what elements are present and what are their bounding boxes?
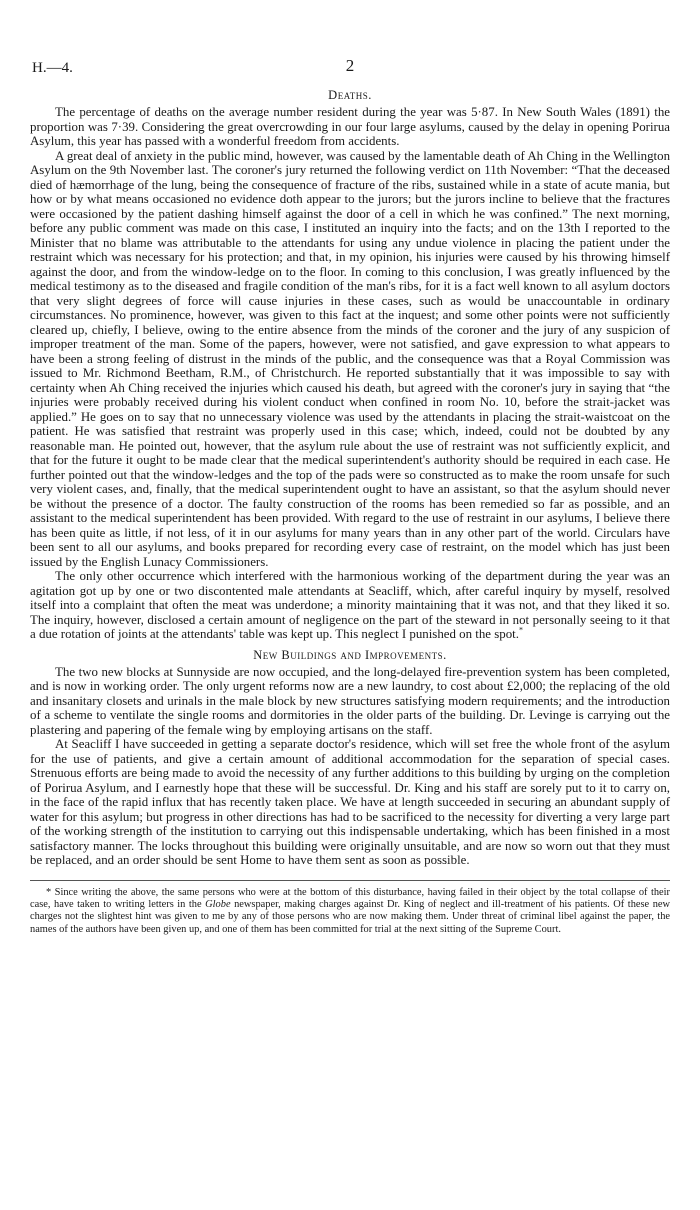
paragraph-text: The only other occurrence which interfered with the harmonious working of the department during the year was an agitation got up by one or two discontented male attendants at Seacliff, which, after careful inquiry by myself, resolved itself into a complaint that often the meat was underdone; a minority maintaining that it was not, and that they liked it so. The inquiry, however, disclosed a certain amount of negligence on the part of the steward in not personally seeing to it that a due rotation of joints at the attendants' table was kept up. This neglect I punished on the spot. <box>30 569 670 641</box>
page-header <box>30 52 670 82</box>
footnote-reference: * <box>518 625 523 635</box>
footnote <box>30 887 670 937</box>
footnote-text-continued: newspaper, making charges against Dr. King of neglect and ill-treatment of his patients. Of these new charges not the slightest hint was given to me by any of those persons who are now making them. Under threat of criminal libel against the paper, the names of the authors have been given up, and one of them has been committed for trial at the next sitting of the Supreme Court. <box>30 898 671 935</box>
section-heading-new-buildings: New Buildings and Improvements. <box>253 647 447 662</box>
newspaper-title: Globe <box>205 898 231 910</box>
page-number: 2 <box>345 56 355 75</box>
section-heading-deaths: Deaths. <box>328 88 372 102</box>
document-reference: H.—4. <box>32 60 73 76</box>
paragraph <box>30 569 670 642</box>
footnote-mark: * <box>46 886 52 898</box>
paragraph: The two new blocks at Sunnyside are now occupied, and the long-delayed fire-prevention system has been completed, and is now in working order. The only urgent reforms now are a new laundry, to cost about £2,000; the replacing of the old and insanitary closets and urinals in the male block by new structures satisfying modern requirements; and the introduction of a scheme to ventilate the single rooms and dormitories in the older parts of the building. Dr. Levinge is carrying out the plastering and papering of the female wing by employing artisans on the staff. <box>30 664 670 737</box>
paragraph: At Seacliff I have succeeded in getting a separate doctor's residence, which will set free the whole front of the asylum for the use of patients, and give a certain amount of additional accommodation for the separation of special cases. Strenuous efforts are being made to avoid the necessity of any further additions to this building by urging on the completion of Porirua Asylum, and I earnestly hope that these will be successful. Dr. King and his staff are sorely put to it to carry on, in the face of the rapid influx that has recently taken place. We have at length succeeded in securing an abundant supply of water for this asylum; but progress in other directions has had to be sacrificed to the necessity for diverting a very large part of the working strength of the institution to carrying out this indispensable undertaking, which has been finished in a most satisfactory manner. The locks throughout this building were originally unsuitable, and are now so worn out that they must be replaced, and an order should be sent Home to have them sent as soon as possible. <box>30 737 670 867</box>
footnote-divider <box>30 880 670 881</box>
paragraph: The percentage of deaths on the average number resident during the year was 5·87. In New South Wales (1891) the proportion was 7·39. Considering the great overcrowding in our four large asylums, caused by the delay in opening Porirua Asylum, this year has passed with a wonderful freedom from accidents. <box>30 105 670 148</box>
footnote-text: Since writing the above, the same persons who were at the bottom of this disturbance, having failed in their object by the total collapse of their case, have taken to writing letters in the <box>30 886 670 910</box>
document-page <box>30 52 670 936</box>
paragraph: A great deal of anxiety in the public mind, however, was caused by the lamentable death of Ah Ching in the Wellington Asylum on the 9th November last. The coroner's jury returned the following verdict on 11th November: “That the deceased died of hæmorrhage of the lung, being the consequence of fracture of the ribs, sustained while in a state of acute mania, but how or by what means occasioned no evidence doth appear to the jurors; but the jurors incline to believe that the fractures were occasioned by the patient dashing himself against the door of a cell in which he was confined.” The next morning, before any public comment was made on this case, I instituted an inquiry into the facts; and on the 13th I reported to the Minister that no blame was attributable to the attendants for using any undue violence in placing the patient under the restraint which was necessary for his protection; and that, in my opinion, his injuries were caused by his throwing himself against the door, and from the window-ledge on to the floor. In coming to this conclusion, I was greatly influenced by the medical testimony as to the diseased and fragile condition of the man's ribs, for it is a fact well known to all asylum doctors that very slight degrees of force will cause injuries in these cases, such as would be unaccountable in ordinary circumstances. No prominence, however, was given to this fact at the inquest; and some other points were not sufficiently cleared up, chiefly, I believe, owing to the entire absence from the minds of the coroner and the jury of any suspicion of improper treatment of the man. Some of the papers, however, were not satisfied, and gave expression to what appears to have been a strong feeling of distrust in the minds of the public, and the consequence was that a Royal Commission was issued to Mr. Richmond Beetham, R.M., of Christchurch. He reported substantially that it was impossible to say with certainty when Ah Ching received the injuries which caused his death, but agreed with the coroner's jury in saying that “the injuries were probably received during his violent conduct when confined in room No. 10, before the strait-jacket was applied.” He goes on to say that no unnecessary violence was used by the attendants in placing the strait-waistcoat on the patient. He was satisfied that restraint was properly used in this case; which, indeed, could not be doubted by any reasonable man. He pointed out, however, that the asylum rule about the use of restraint was not sufficiently explicit, and that for the future it ought to be made clear that the medical superintendent's authority should be required in each case. He further pointed out that the window-ledges and the top of the pads were so constructed as to make the room unsafe for such very violent cases, and, finally, that the medical superintendent ought to have an assistant, so that the asylum should never be without the presence of a doctor. The faulty construction of the rooms has been remedied so far as possible, and an assistant to the medical superintendent has been provided. With regard to the use of restraint in our asylums, I believe there has been quite as little, if not less, of it in our asylums for many years than in any other part of the world. Circulars have been sent to all our asylums, and books prepared for recording every case of restraint, on the model which has just been issued by the English Lunacy Commissioners. <box>30 148 671 569</box>
